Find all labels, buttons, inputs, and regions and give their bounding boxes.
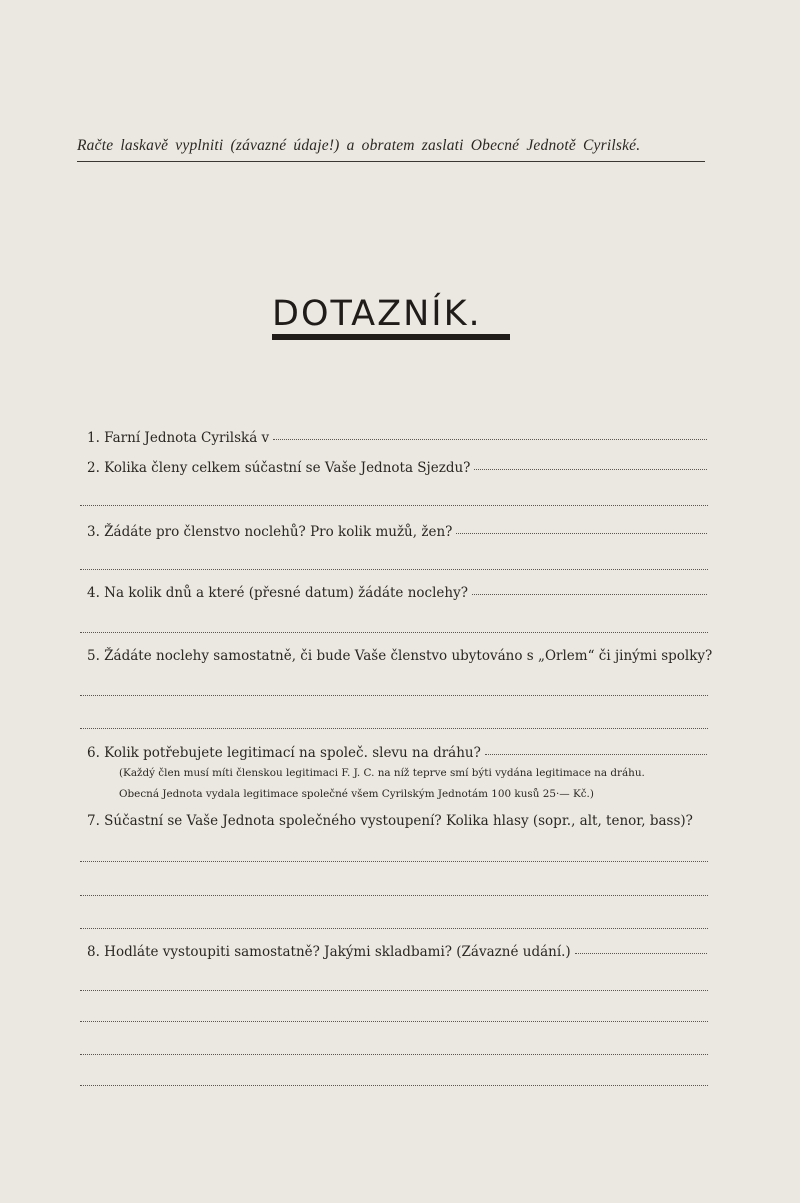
legitimation-note-line-2: Obecná Jednota vydala legitimace společné všem Cyrilským Jednotám 100 kusů 25·— Kč.) [119,788,594,800]
header-instruction: Račte laskavě vyplniti (závazné údaje!) a obratem zaslati Obecné Jednotě Cyrilské. [77,137,641,154]
question-1 [87,430,707,446]
question-8-answer-line-4[interactable] [80,1054,708,1055]
question-3-answer-line[interactable] [456,532,707,534]
header-rule [77,161,705,162]
question-1-text: 1. Farní Jednota Cyrilská v [87,430,270,446]
question-7-answer-line-1[interactable] [80,861,708,862]
question-4-text: 4. Na kolik dnů a které (přesné datum) žádáte noclehy? [87,585,468,601]
question-4 [87,585,707,601]
question-7-answer-line-2[interactable] [80,895,708,896]
question-4-answer-line-2[interactable] [80,632,708,633]
question-5-text: 5. Žádáte noclehy samostatně, či bude Vaše členstvo ubytováno s „Orlem“ či jinými spolky? [87,648,713,664]
question-5-answer-line-1[interactable] [80,695,708,696]
question-8-answer-line[interactable] [575,952,707,954]
question-2-text: 2. Kolika členy celkem súčastní se Vaše Jednota Sjezdu? [87,460,471,476]
question-6 [87,745,707,761]
page-title: DOTAZNÍK. [272,294,482,334]
question-3-text: 3. Žádáte pro členstvo noclehů? Pro kolik mužů, žen? [87,524,453,540]
question-8 [87,944,707,960]
legitimation-note-line-1: (Každý člen musí míti členskou legitimaci F. J. C. na níž teprve smí býti vydána legitimace na dráhu. [119,767,645,779]
question-6-answer-line[interactable] [485,753,707,755]
question-6-text: 6. Kolik potřebujete legitimací na společ. slevu na dráhu? [87,745,481,761]
question-4-answer-line[interactable] [472,593,707,595]
question-5-answer-line-2[interactable] [80,728,708,729]
question-3 [87,524,707,540]
question-8-answer-line-5[interactable] [80,1085,708,1086]
question-7 [87,813,707,829]
question-8-answer-line-3[interactable] [80,1021,708,1022]
question-7-text: 7. Súčastní se Vaše Jednota společného vystoupení? Kolika hlasy (sopr., alt, tenor, bass)? [87,813,693,829]
question-5 [87,648,713,664]
question-7-answer-line-3[interactable] [80,928,708,929]
question-1-answer-line[interactable] [273,438,707,440]
question-2 [87,460,707,476]
question-2-answer-line[interactable] [474,468,707,470]
question-2-answer-line-2[interactable] [80,505,708,506]
title-underline [272,334,510,340]
question-3-answer-line-2[interactable] [80,569,708,570]
question-8-text: 8. Hodláte vystoupiti samostatně? Jakými skladbami? (Závazné udání.) [87,944,571,960]
question-8-answer-line-2[interactable] [80,990,708,991]
